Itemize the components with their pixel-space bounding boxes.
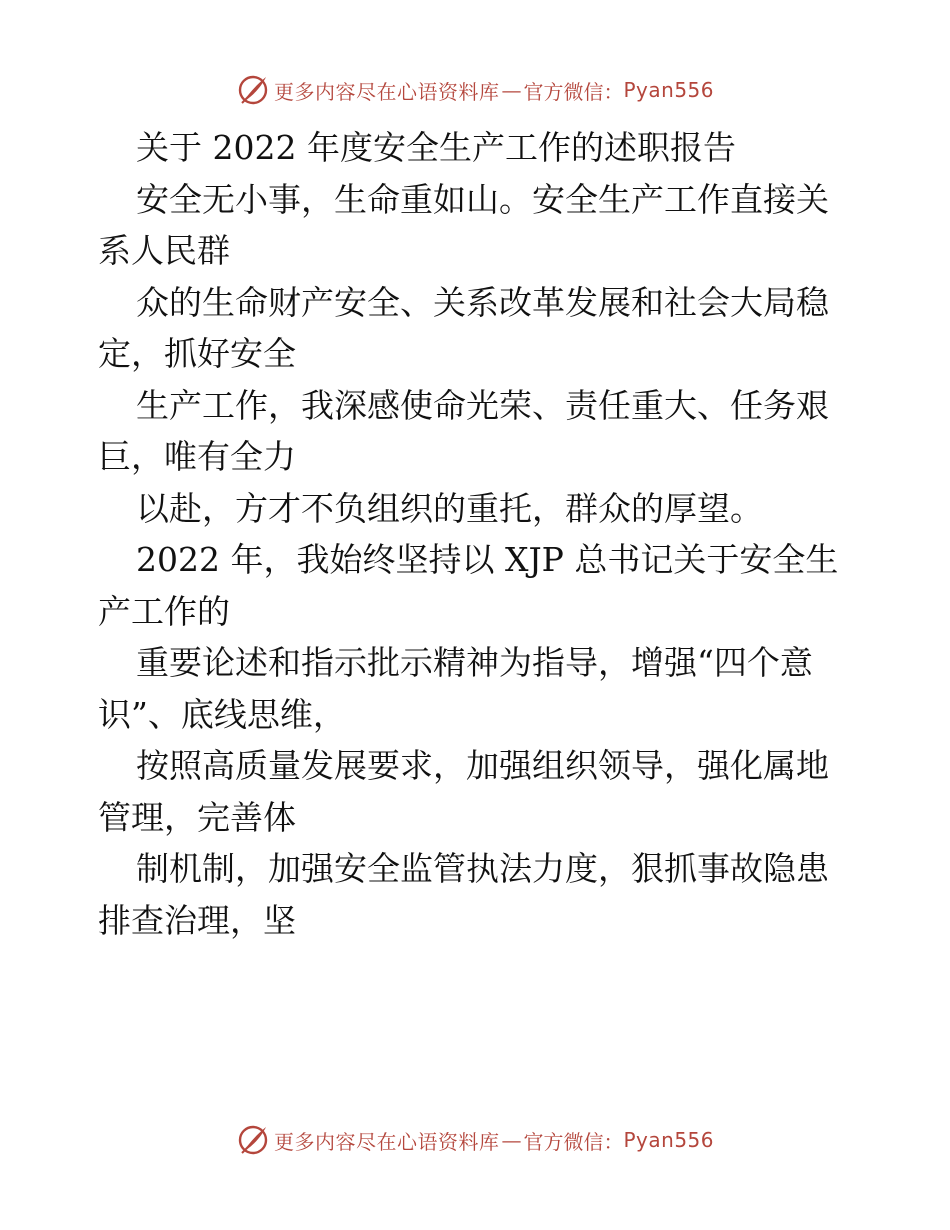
text-line: 按照高质量发展要求，加强组织领导，强化属地 [136,746,829,785]
text-line: 定，抓好安全 [98,334,296,373]
text-line: 众的生命财产安全、关系改革发展和社会大局稳 [136,282,829,322]
footer-banner [0,1120,950,1160]
document-body [98,122,858,946]
text-line: 巨，唯有全力 [98,437,296,476]
banner-dash: — [501,1128,522,1152]
text-line: 识”、底线思维， [98,694,346,734]
text-line: 排查治理，坚 [98,900,296,940]
text-line: 系人民群 [98,231,230,270]
banner-title: 更多内容尽在心语资料库 [273,79,500,104]
document-title: 关于 2022 年度安全生产工作的述职报告 [136,128,736,167]
quill-pen-logo-icon [236,73,270,107]
banner-wechat-label: 官方微信： [523,1129,624,1154]
text-line: 管理，完善体 [98,797,296,837]
banner-wechat-id: Pyan556 [623,78,714,102]
quill-pen-logo-icon [236,1123,270,1157]
banner-wechat-id: Pyan556 [623,1128,714,1152]
banner-wechat-label: 官方微信： [523,79,624,104]
text-line: 安全无小事，生命重如山。安全生产工作直接关 [136,179,829,219]
banner-title: 更多内容尽在心语资料库 [273,1129,500,1154]
header-banner [0,70,950,110]
text-line: 产工作的 [98,591,230,631]
banner-dash: — [501,78,522,102]
text-line: 2022 年，我始终坚持以 XJP 总书记关于安全生 [136,540,839,579]
text-line: 制机制，加强安全监管执法力度，狠抓事故隐患 [136,849,829,888]
text-line: 以赴，方才不负组织的重托，群众的厚望。 [136,488,763,528]
text-line: 生产工作，我深感使命光荣、责任重大、任务艰 [136,385,829,425]
text-line: 重要论述和指示批示精神为指导，增强“四个意 [136,643,813,682]
